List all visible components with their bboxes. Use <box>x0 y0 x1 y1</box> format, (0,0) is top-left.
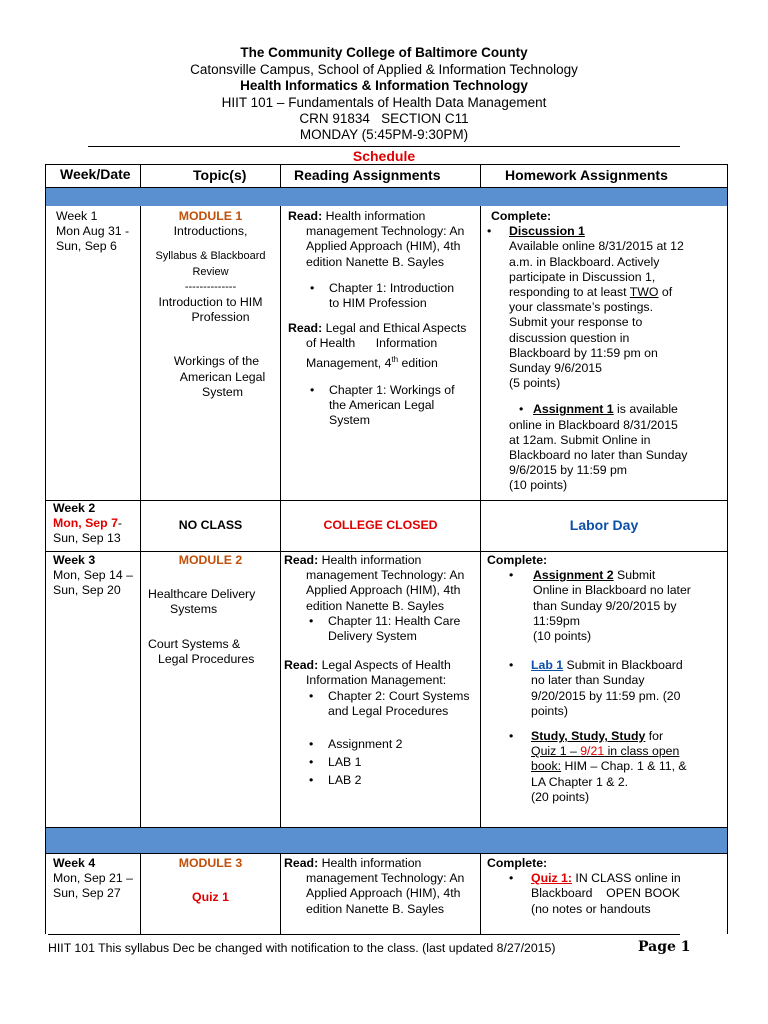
crn-section: CRN 91834 SECTION C11 <box>299 111 469 126</box>
no-class-label: NO CLASS <box>178 518 243 532</box>
module-label: MODULE 3 <box>178 856 243 870</box>
footer-note: HIIT 101 This syllabus Dec be changed with notification to the class. (last updated 8/27/2015) <box>48 941 556 955</box>
college-closed-label: COLLEGE CLOSED <box>323 518 438 532</box>
lab-1-link: Lab 1 <box>531 658 564 673</box>
week3-date-cell: Week 3 Mon, Sep 14 – Sun, Sep 20 <box>53 553 133 598</box>
week1-topic-cell: MODULE 1 Introductions, Syllabus & Blackboard Review -------------- Introduction to HIM Profession Workings of the American Legal System <box>141 209 280 400</box>
week4-date-cell: Week 4 Mon, Sep 21 – Sun, Sep 27 <box>53 856 133 901</box>
schedule-title: Schedule <box>352 148 416 164</box>
study-link: Study, Study, Study <box>531 729 646 744</box>
quiz-1-link: Quiz 1: <box>531 871 572 886</box>
page-number: Page 1 <box>638 939 691 955</box>
week3-homework-cell: Complete: • Assignment 2 Submit Online in Blackboard no later than Sunday 9/20/2015 by 11:59pm (10 points) • Lab 1 Submit in Blackboard no later than Sunday 9/20/2015 by 11:59 pm. (20 points) • Study, Study, Study for Quiz 1 – 9/21 in class open book: HIM – Chap. 1 & 11, & LA Chapter 1 & 2. (20 points) <box>487 553 691 804</box>
week4-topic-cell <box>141 856 280 905</box>
week4-homework-cell: Complete: • Quiz 1: IN CLASS online in Blackboard OPEN BOOK (no notes or handouts <box>487 856 681 916</box>
week1-homework-cell: Complete: • Discussion 1 Available online 8/31/2015 at 12 a.m. in Blackboard. Actively participate in Discussion 1, responding to at least TWO of your classmate’s postings. Submit your response to discussion question in Blackboard by 11:59 pm on Sunday 9/6/2015 (5 points) • Assignment 1 is available online in Blackboard 8/31/2015 at 12am. Submit Online in Blackboard no later than Sunday 9/6/2015 by 11:59 pm (10 points) <box>487 209 688 493</box>
col-header-homework: Homework Assignments <box>505 167 668 183</box>
assignment-2-link: Assignment 2 <box>533 568 614 583</box>
week3-reading-cell: Read: Health information management Technology: An Applied Approach (HIM), 4th edition Nanette B. Sayles • Chapter 11: Health Care Delivery System Read: Legal Aspects of Health Information Management: • Chapter 2: Court Systems and Legal Procedures • Assignment 2 • LAB 1 • LAB 2 <box>284 553 470 788</box>
row-band <box>46 828 727 853</box>
week2-date-cell: Week 2 Mon, Sep 7- Sun, Sep 13 <box>53 501 123 546</box>
module-label: MODULE 1 <box>178 209 243 223</box>
module-label: MODULE 2 <box>178 553 243 567</box>
college-name: The Community College of Baltimore County <box>240 45 528 60</box>
footer-rule <box>48 934 680 935</box>
week4-reading-cell: Read: Health information management Technology: An Applied Approach (HIM), 4th edition Nanette B. Sayles <box>284 856 465 916</box>
col-header-topics: Topic(s) <box>193 167 247 183</box>
quiz-1-label: Quiz 1 <box>192 890 229 905</box>
campus-name: Catonsville Campus, School of Applied & Information Technology <box>190 62 578 77</box>
header-rule <box>88 146 680 147</box>
discussion-1-link: Discussion 1 <box>509 224 585 239</box>
week3-topic-cell: MODULE 2 Healthcare Delivery Systems Court Systems & Legal Procedures <box>141 553 280 667</box>
col-header-reading: Reading Assignments <box>294 167 441 183</box>
course-title: HIIT 101 – Fundamentals of Health Data Management <box>221 95 547 110</box>
assignment-1-link: Assignment 1 <box>533 402 614 417</box>
row-band <box>46 188 727 206</box>
program-name: Health Informatics & Information Technology <box>240 78 528 93</box>
labor-day-label: Labor Day <box>569 517 639 533</box>
week1-date-cell: Week 1 Mon Aug 31 - Sun, Sep 6 <box>56 209 130 254</box>
week1-reading-cell: Read: Health information management Technology: An Applied Approach (HIM), 4th edition Nanette B. Sayles • Chapter 1: Introduction to HIM Profession Read: Legal and Ethical Aspects of Health Information Management, 4th edition • Chapter 1: Workings of the American Legal System <box>288 209 467 428</box>
class-time: MONDAY (5:45PM-9:30PM) <box>299 127 469 142</box>
col-header-week-date: Week/Date <box>60 166 131 182</box>
